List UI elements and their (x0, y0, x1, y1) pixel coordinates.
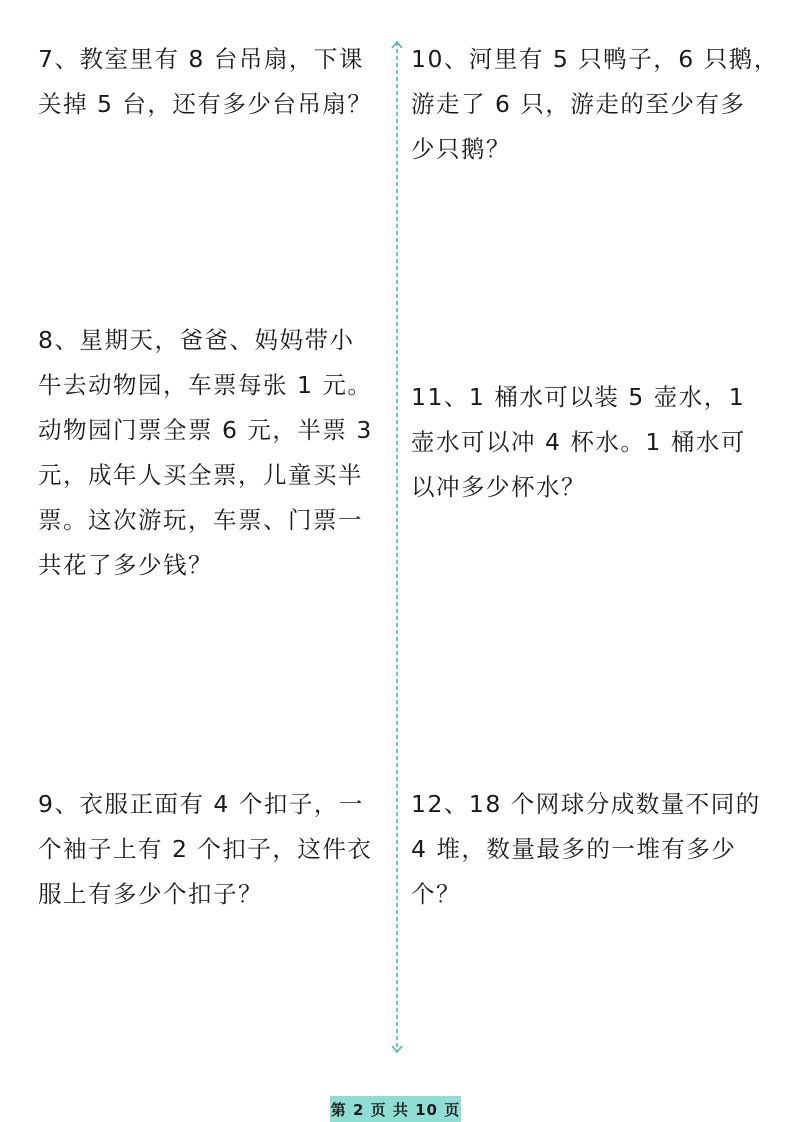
question-8 (38, 318, 373, 588)
question-8-line-3: 动物园门票全票 6 元，半票 3 (38, 416, 373, 444)
column-divider (387, 40, 407, 1056)
question-10-line-2: 游走了 6 只，游走的至少有多 (411, 90, 746, 118)
question-8-line-2: 牛去动物园，车票每张 1 元。 (38, 371, 373, 399)
question-11-line-2: 壶水可以冲 4 杯水。1 桶水可 (411, 428, 746, 456)
question-12-line-2: 4 堆，数量最多的一堆有多少 (411, 835, 737, 863)
question-12 (411, 782, 761, 917)
question-11 (411, 375, 746, 510)
question-9-line-3: 服上有多少个扣子？ (38, 880, 263, 908)
question-10-line-3: 少只鹅？ (411, 135, 511, 163)
question-8-line-4: 元，成年人买全票，儿童买半 (38, 461, 363, 489)
question-8-line-5: 票。这次游玩，车票、门票一 (38, 506, 363, 534)
question-7-line-2: 关掉 5 台，还有多少台吊扇？ (38, 90, 373, 118)
question-11-line-1: 11、1 桶水可以装 5 壶水，1 (411, 383, 746, 411)
question-8-line-6: 共花了多少钱？ (38, 551, 213, 579)
question-9-line-2: 个袖子上有 2 个扣子，这件衣 (38, 835, 373, 863)
question-12-line-3: 个？ (411, 880, 461, 908)
question-7-line-1: 7、教室里有 8 台吊扇，下课 (38, 45, 364, 73)
question-10 (411, 37, 779, 172)
question-12-line-1: 12、18 个网球分成数量不同的 (411, 790, 761, 818)
question-9 (38, 782, 372, 917)
question-9-line-1: 9、衣服正面有 4 个扣子，一 (38, 790, 364, 818)
question-10-line-1: 10、河里有 5 只鸭子，6 只鹅， (411, 45, 779, 73)
page-number-badge (330, 1096, 461, 1122)
page-number-label: 第 2 页 共 10 页 (330, 1100, 461, 1119)
question-11-line-3: 以冲多少杯水？ (411, 473, 586, 501)
question-8-line-1: 8、星期天，爸爸、妈妈带小 (38, 326, 355, 354)
question-7 (38, 37, 372, 127)
